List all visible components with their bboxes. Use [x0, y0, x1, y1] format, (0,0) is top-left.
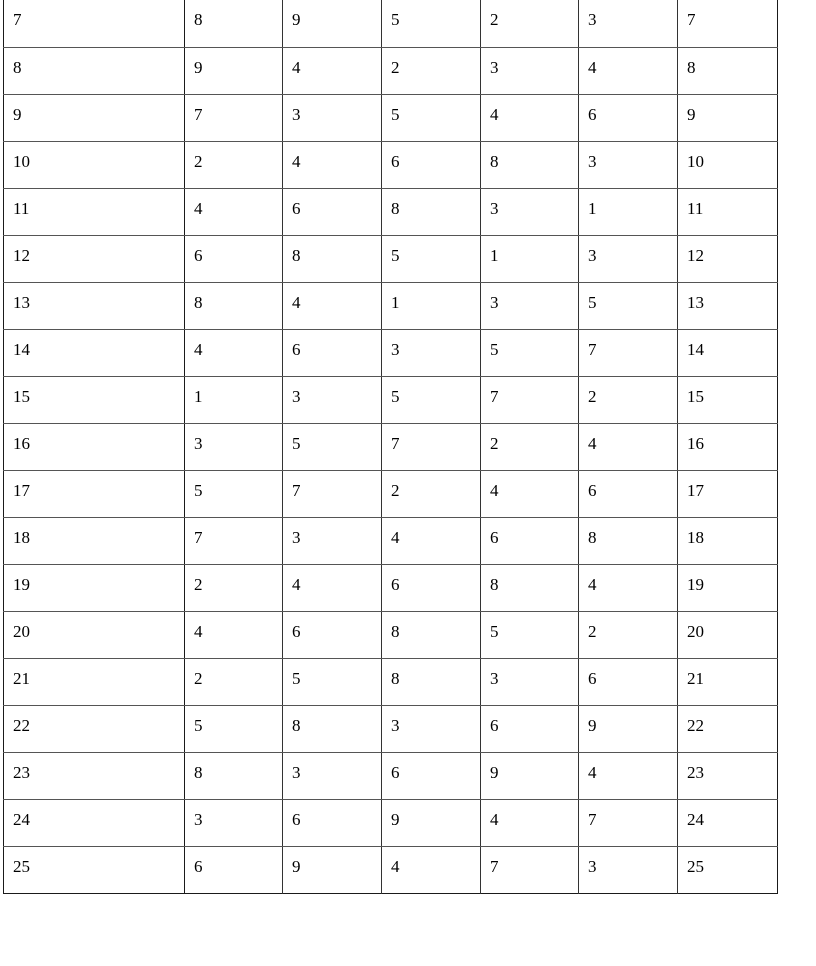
cell-value: 7 — [13, 10, 22, 29]
table-cell — [382, 658, 481, 705]
table-cell — [382, 705, 481, 752]
table-cell — [283, 376, 382, 423]
table-cell — [382, 752, 481, 799]
cell-value: 2 — [391, 480, 400, 500]
table-cell — [481, 846, 579, 893]
row-index-cell — [4, 141, 185, 188]
table-cell — [579, 517, 678, 564]
table-cell — [283, 329, 382, 376]
cell-value: 6 — [588, 668, 597, 688]
table-body — [4, 0, 778, 893]
cell-value: 3 — [588, 856, 597, 876]
cell-value: 3 — [194, 809, 203, 829]
row-index-cell — [4, 235, 185, 282]
table-cell — [481, 752, 579, 799]
table-row — [4, 705, 778, 752]
cell-value: 2 — [194, 574, 203, 594]
table-row — [4, 799, 778, 846]
table-cell — [579, 235, 678, 282]
cell-value: 3 — [588, 10, 597, 29]
table-cell — [579, 705, 678, 752]
cell-value: 6 — [490, 715, 499, 735]
cell-value: 4 — [391, 856, 400, 876]
cell-value: 5 — [391, 386, 400, 406]
table-cell — [579, 564, 678, 611]
table-cell — [481, 47, 579, 94]
table-cell — [579, 423, 678, 470]
table-cell — [185, 329, 283, 376]
cell-value: 14 — [687, 339, 704, 359]
table-cell — [481, 470, 579, 517]
table-cell — [481, 94, 579, 141]
table-cell — [481, 611, 579, 658]
cell-value: 7 — [490, 386, 499, 406]
cell-value: 4 — [588, 574, 597, 594]
table-cell — [185, 47, 283, 94]
cell-value: 4 — [292, 292, 301, 312]
table-cell — [283, 282, 382, 329]
table-cell — [382, 94, 481, 141]
cell-value: 2 — [588, 386, 597, 406]
cell-value: 6 — [391, 151, 400, 171]
cell-value: 8 — [194, 10, 203, 29]
table-cell — [579, 282, 678, 329]
cell-value: 7 — [194, 527, 203, 547]
table-cell — [481, 564, 579, 611]
cell-value: 4 — [490, 480, 499, 500]
cell-value: 3 — [588, 151, 597, 171]
table-row — [4, 376, 778, 423]
cell-value: 8 — [391, 668, 400, 688]
table-cell — [481, 188, 579, 235]
table-cell — [579, 47, 678, 94]
table-row — [4, 564, 778, 611]
cell-value: 5 — [194, 715, 203, 735]
row-index-cell — [4, 658, 185, 705]
row-index-cell — [4, 564, 185, 611]
cell-value: 15 — [13, 386, 30, 406]
table-cell — [283, 799, 382, 846]
table-cell — [678, 376, 778, 423]
cell-value: 21 — [687, 668, 704, 688]
table-cell — [678, 47, 778, 94]
cell-value: 4 — [194, 198, 203, 218]
table-cell — [678, 329, 778, 376]
cell-value: 5 — [391, 10, 400, 29]
row-index-cell — [4, 799, 185, 846]
cell-value: 8 — [687, 57, 696, 77]
table-cell — [678, 611, 778, 658]
cell-value: 6 — [292, 621, 301, 641]
cell-value: 7 — [588, 809, 597, 829]
table-cell — [579, 799, 678, 846]
cell-value: 4 — [292, 57, 301, 77]
cell-value: 6 — [490, 527, 499, 547]
data-table — [3, 0, 778, 894]
table-cell — [579, 188, 678, 235]
cell-value: 15 — [687, 386, 704, 406]
cell-value: 14 — [13, 339, 30, 359]
table-row — [4, 423, 778, 470]
cell-value: 3 — [588, 245, 597, 265]
table-cell — [382, 282, 481, 329]
table-cell — [678, 282, 778, 329]
data-table-container — [3, 0, 778, 894]
table-cell — [283, 235, 382, 282]
table-cell — [382, 47, 481, 94]
table-cell — [678, 564, 778, 611]
table-row — [4, 47, 778, 94]
table-cell — [185, 517, 283, 564]
cell-value: 24 — [687, 809, 704, 829]
cell-value: 8 — [391, 198, 400, 218]
cell-value: 3 — [391, 339, 400, 359]
cell-value: 6 — [292, 198, 301, 218]
row-index-cell — [4, 188, 185, 235]
table-cell — [481, 705, 579, 752]
cell-value: 12 — [687, 245, 704, 265]
row-index-cell — [4, 423, 185, 470]
table-cell — [185, 705, 283, 752]
cell-value: 20 — [687, 621, 704, 641]
cell-value: 3 — [490, 198, 499, 218]
table-cell — [185, 611, 283, 658]
table-row — [4, 282, 778, 329]
cell-value: 1 — [490, 245, 499, 265]
table-cell — [382, 564, 481, 611]
cell-value: 9 — [292, 10, 301, 29]
table-row — [4, 752, 778, 799]
table-cell — [678, 94, 778, 141]
cell-value: 5 — [391, 245, 400, 265]
table-cell — [283, 705, 382, 752]
table-cell — [481, 517, 579, 564]
table-cell — [185, 188, 283, 235]
cell-value: 4 — [490, 104, 499, 124]
cell-value: 9 — [391, 809, 400, 829]
cell-value: 2 — [194, 151, 203, 171]
cell-value: 7 — [194, 104, 203, 124]
table-cell — [382, 846, 481, 893]
cell-value: 8 — [490, 151, 499, 171]
table-row — [4, 188, 778, 235]
table-cell — [382, 470, 481, 517]
cell-value: 9 — [687, 104, 696, 124]
cell-value: 2 — [588, 621, 597, 641]
row-index-cell — [4, 47, 185, 94]
table-cell — [283, 141, 382, 188]
cell-value: 3 — [292, 386, 301, 406]
table-cell — [283, 470, 382, 517]
table-cell — [579, 611, 678, 658]
row-index-cell — [4, 0, 185, 47]
row-index-cell — [4, 376, 185, 423]
cell-value: 2 — [194, 668, 203, 688]
table-cell — [382, 329, 481, 376]
table-cell — [382, 141, 481, 188]
table-cell — [283, 188, 382, 235]
cell-value: 13 — [687, 292, 704, 312]
cell-value: 8 — [194, 762, 203, 782]
table-cell — [579, 470, 678, 517]
cell-value: 17 — [13, 480, 30, 500]
cell-value: 3 — [490, 57, 499, 77]
cell-value: 2 — [391, 57, 400, 77]
cell-value: 20 — [13, 621, 30, 641]
cell-value: 9 — [194, 57, 203, 77]
cell-value: 4 — [292, 151, 301, 171]
cell-value: 25 — [687, 856, 704, 876]
table-cell — [382, 0, 481, 47]
cell-value: 6 — [588, 480, 597, 500]
row-index-cell — [4, 329, 185, 376]
cell-value: 5 — [391, 104, 400, 124]
table-cell — [678, 235, 778, 282]
cell-value: 11 — [13, 198, 30, 218]
table-cell — [678, 470, 778, 517]
cell-value: 5 — [490, 339, 499, 359]
table-cell — [678, 188, 778, 235]
cell-value: 6 — [194, 245, 203, 265]
table-cell — [185, 470, 283, 517]
table-cell — [382, 376, 481, 423]
table-cell — [283, 0, 382, 47]
table-cell — [678, 799, 778, 846]
cell-value: 22 — [13, 715, 30, 735]
table-cell — [678, 752, 778, 799]
table-cell — [283, 517, 382, 564]
table-cell — [481, 282, 579, 329]
cell-value: 19 — [687, 574, 704, 594]
table-cell — [382, 188, 481, 235]
cell-value: 3 — [194, 433, 203, 453]
cell-value: 1 — [194, 386, 203, 406]
table-cell — [185, 752, 283, 799]
cell-value: 3 — [391, 715, 400, 735]
cell-value: 24 — [13, 809, 30, 829]
table-cell — [185, 0, 283, 47]
cell-value: 16 — [687, 433, 704, 453]
cell-value: 10 — [13, 151, 30, 171]
table-cell — [283, 611, 382, 658]
table-cell — [481, 0, 579, 47]
table-cell — [382, 799, 481, 846]
table-row — [4, 611, 778, 658]
table-row — [4, 0, 778, 47]
cell-value: 4 — [588, 433, 597, 453]
table-cell — [579, 376, 678, 423]
cell-value: 2 — [490, 433, 499, 453]
table-cell — [481, 799, 579, 846]
cell-value: 1 — [588, 198, 597, 218]
row-index-cell — [4, 752, 185, 799]
cell-value: 18 — [13, 527, 30, 547]
table-cell — [283, 423, 382, 470]
cell-value: 23 — [687, 762, 704, 782]
cell-value: 5 — [292, 668, 301, 688]
table-cell — [579, 0, 678, 47]
table-cell — [579, 846, 678, 893]
cell-value: 6 — [391, 762, 400, 782]
cell-value: 8 — [292, 715, 301, 735]
table-cell — [283, 94, 382, 141]
cell-value: 1 — [391, 292, 400, 312]
table-cell — [481, 423, 579, 470]
table-cell — [481, 329, 579, 376]
row-index-cell — [4, 517, 185, 564]
cell-value: 2 — [490, 10, 499, 29]
cell-value: 8 — [588, 527, 597, 547]
table-row — [4, 658, 778, 705]
table-row — [4, 235, 778, 282]
table-cell — [579, 141, 678, 188]
table-cell — [678, 0, 778, 47]
row-index-cell — [4, 282, 185, 329]
cell-value: 9 — [490, 762, 499, 782]
table-cell — [185, 282, 283, 329]
table-cell — [382, 423, 481, 470]
table-cell — [185, 658, 283, 705]
table-cell — [481, 235, 579, 282]
cell-value: 6 — [391, 574, 400, 594]
cell-value: 19 — [13, 574, 30, 594]
table-cell — [481, 658, 579, 705]
row-index-cell — [4, 705, 185, 752]
table-cell — [382, 235, 481, 282]
table-row — [4, 141, 778, 188]
cell-value: 8 — [292, 245, 301, 265]
table-cell — [481, 376, 579, 423]
row-index-cell — [4, 94, 185, 141]
cell-value: 4 — [588, 57, 597, 77]
cell-value: 16 — [13, 433, 30, 453]
table-cell — [185, 235, 283, 282]
cell-value: 25 — [13, 856, 30, 876]
cell-value: 7 — [391, 433, 400, 453]
table-cell — [283, 47, 382, 94]
table-cell — [579, 752, 678, 799]
table-cell — [481, 141, 579, 188]
table-cell — [185, 376, 283, 423]
table-cell — [678, 658, 778, 705]
cell-value: 7 — [687, 10, 696, 29]
table-cell — [185, 799, 283, 846]
table-cell — [283, 752, 382, 799]
table-row — [4, 846, 778, 893]
cell-value: 12 — [13, 245, 30, 265]
cell-value: 6 — [292, 809, 301, 829]
row-index-cell — [4, 846, 185, 893]
table-cell — [185, 141, 283, 188]
cell-value: 5 — [588, 292, 597, 312]
cell-value: 4 — [194, 339, 203, 359]
cell-value: 6 — [194, 856, 203, 876]
table-cell — [678, 846, 778, 893]
cell-value: 9 — [588, 715, 597, 735]
cell-value: 8 — [194, 292, 203, 312]
table-row — [4, 329, 778, 376]
table-cell — [678, 423, 778, 470]
table-cell — [185, 564, 283, 611]
cell-value: 7 — [588, 339, 597, 359]
cell-value: 17 — [687, 480, 704, 500]
table-row — [4, 517, 778, 564]
cell-value: 4 — [292, 574, 301, 594]
cell-value: 5 — [490, 621, 499, 641]
cell-value: 3 — [490, 668, 499, 688]
cell-value: 8 — [13, 57, 22, 77]
cell-value: 4 — [490, 809, 499, 829]
table-cell — [579, 329, 678, 376]
cell-value: 7 — [292, 480, 301, 500]
cell-value: 9 — [292, 856, 301, 876]
table-cell — [579, 94, 678, 141]
cell-value: 3 — [292, 762, 301, 782]
row-index-cell — [4, 470, 185, 517]
cell-value: 22 — [687, 715, 704, 735]
table-cell — [283, 846, 382, 893]
cell-value: 23 — [13, 762, 30, 782]
table-cell — [678, 141, 778, 188]
cell-value: 18 — [687, 527, 704, 547]
cell-value: 6 — [292, 339, 301, 359]
table-row — [4, 94, 778, 141]
cell-value: 21 — [13, 668, 30, 688]
cell-value: 3 — [292, 527, 301, 547]
cell-value: 13 — [13, 292, 30, 312]
table-cell — [185, 846, 283, 893]
cell-value: 4 — [588, 762, 597, 782]
cell-value: 3 — [490, 292, 499, 312]
table-cell — [283, 658, 382, 705]
cell-value: 3 — [292, 104, 301, 124]
cell-value: 11 — [687, 198, 704, 218]
table-row — [4, 470, 778, 517]
cell-value: 4 — [194, 621, 203, 641]
cell-value: 10 — [687, 151, 704, 171]
table-cell — [678, 517, 778, 564]
cell-value: 7 — [490, 856, 499, 876]
cell-value: 8 — [490, 574, 499, 594]
row-index-cell — [4, 611, 185, 658]
table-cell — [382, 517, 481, 564]
table-cell — [678, 705, 778, 752]
cell-value: 5 — [194, 480, 203, 500]
table-cell — [283, 564, 382, 611]
table-cell — [185, 94, 283, 141]
cell-value: 8 — [391, 621, 400, 641]
table-cell — [185, 423, 283, 470]
table-cell — [579, 658, 678, 705]
cell-value: 9 — [13, 104, 22, 124]
table-cell — [382, 611, 481, 658]
cell-value: 6 — [588, 104, 597, 124]
cell-value: 5 — [292, 433, 301, 453]
cell-value: 4 — [391, 527, 400, 547]
